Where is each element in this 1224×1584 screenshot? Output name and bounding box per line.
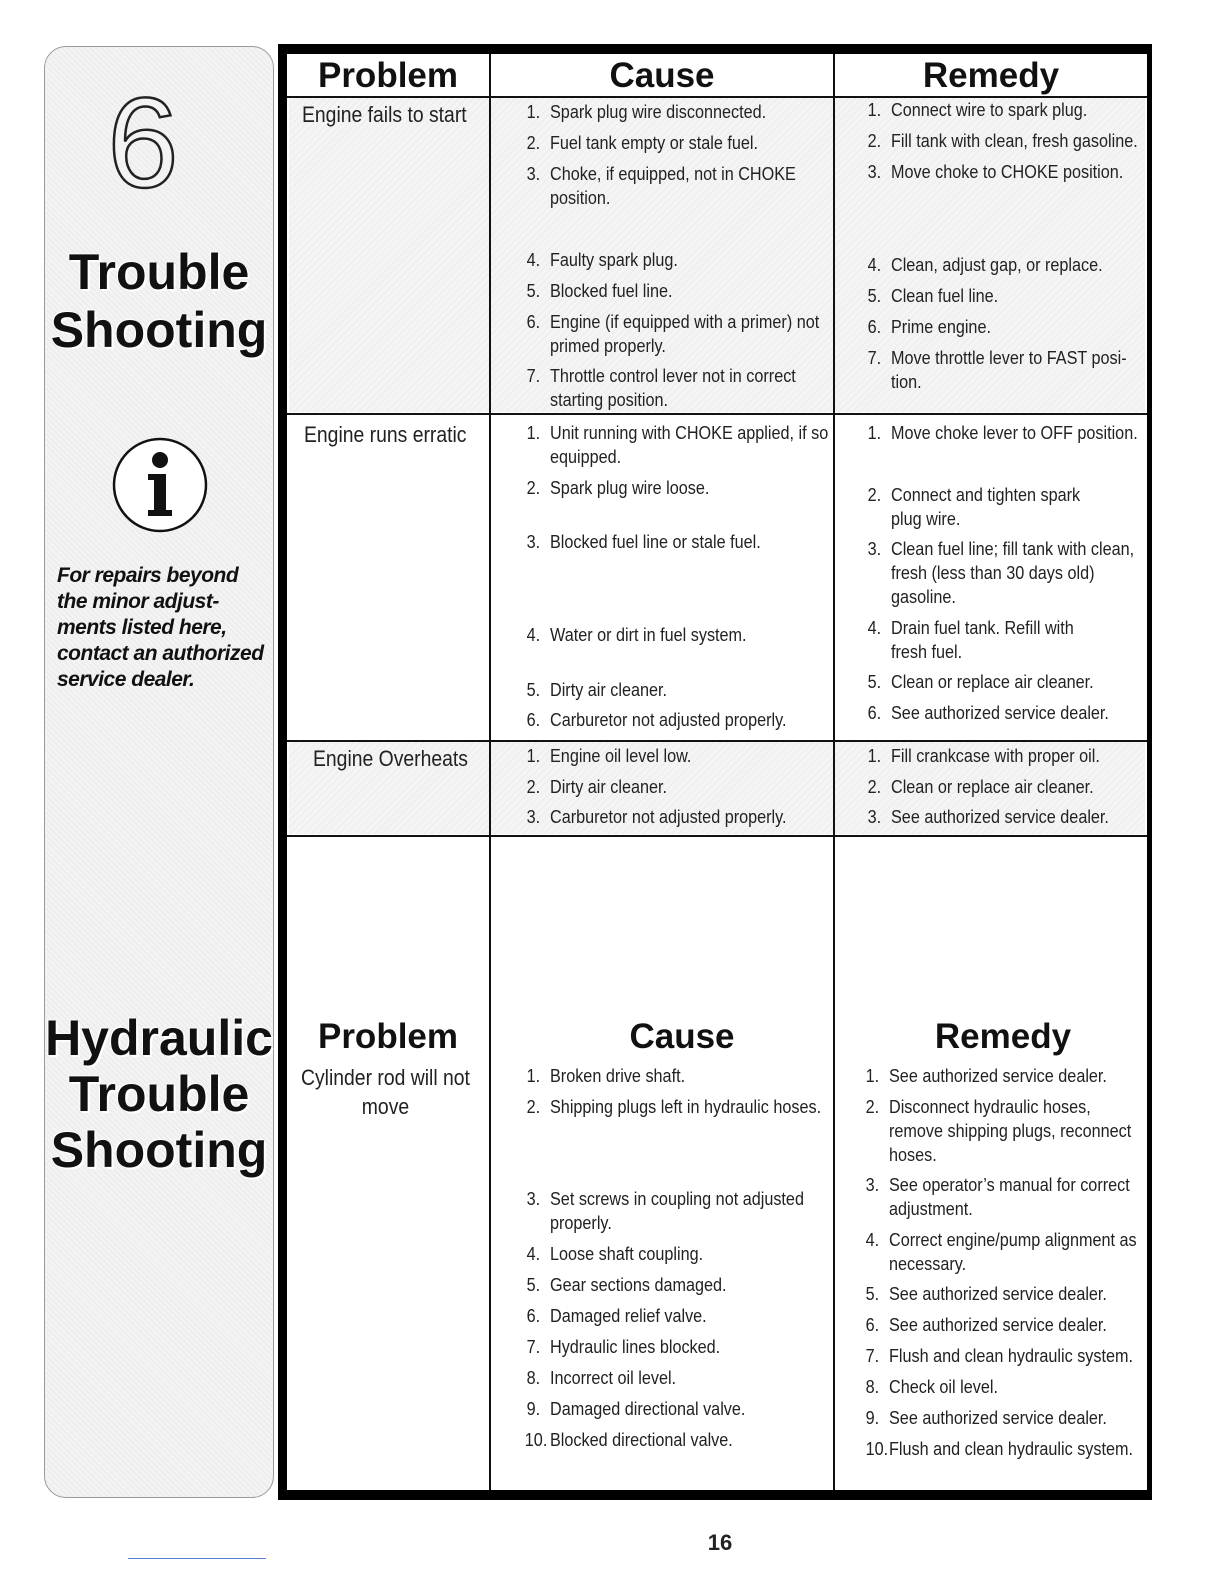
remedy-item: 2. Fill tank with clean, fresh gasoline. xyxy=(867,131,1138,151)
remedy-item: 3. Clean fuel line; fill tank with clean, fresh (less than 30 days old) gasoline. xyxy=(867,539,1135,607)
cause-item: 3. Blocked fuel line or stale fuel. xyxy=(526,532,761,552)
hydraulic-title-line1: Hydraulic xyxy=(45,1010,273,1066)
info-icon xyxy=(111,436,209,534)
cause-item: 4. Loose shaft coupling. xyxy=(526,1244,704,1264)
remedy-item: 7. Move throttle lever to FAST posi- tion. xyxy=(867,348,1127,392)
remedy-item: 6. Prime engine. xyxy=(867,317,991,337)
remedy-item: 4. Clean, adjust gap, or replace. xyxy=(867,255,1103,275)
cause-item: 9. Damaged directional valve. xyxy=(526,1399,746,1419)
remedy-item: 2. Disconnect hydraulic hoses, remove shipping plugs, reconnect hoses. xyxy=(865,1097,1132,1165)
cause-item: 10. Blocked directional valve. xyxy=(524,1430,733,1450)
cause-item: 1. Broken drive shaft. xyxy=(526,1066,686,1086)
remedy-item: 3. See operator’s manual for correct adjustment. xyxy=(865,1175,1130,1219)
remedy-item: 9. See authorized service dealer. xyxy=(865,1408,1107,1428)
remedy-item: 10. Flush and clean hydraulic system. xyxy=(865,1439,1134,1459)
cause-item: 3. Carburetor not adjusted properly. xyxy=(526,807,787,827)
remedy-item: 4. Drain fuel tank. Refill with fresh fuel. xyxy=(867,618,1074,662)
column-divider-1 xyxy=(489,54,491,1490)
cause-item: 7. Hydraulic lines blocked. xyxy=(526,1337,721,1357)
remedy-item: 4. Correct engine/pump alignment as necessary. xyxy=(865,1230,1137,1274)
hydraulic-header-problem: Problem xyxy=(317,1017,459,1056)
problem-cylinder-rod-line1: Cylinder rod will not xyxy=(301,1065,470,1090)
hydraulic-header-remedy: Remedy xyxy=(934,1017,1072,1056)
remedy-item: 2. Connect and tighten spark plug wire. xyxy=(867,485,1081,529)
cause-item: 6. Carburetor not adjusted properly. xyxy=(526,710,787,730)
remedy-item: 5. See authorized service dealer. xyxy=(865,1284,1107,1304)
remedy-item: 6. See authorized service dealer. xyxy=(867,703,1109,723)
cause-item: 8. Incorrect oil level. xyxy=(526,1368,677,1388)
remedy-item: 3. Move choke to CHOKE position. xyxy=(867,162,1124,182)
chapter-number: 6 xyxy=(107,72,179,215)
problem-engine-fails-to-start: Engine fails to start xyxy=(302,102,467,127)
cause-item: 1. Engine oil level low. xyxy=(526,746,692,766)
cause-item: 6. Engine (if equipped with a primer) not primed properly. xyxy=(526,312,820,356)
problem-engine-overheats: Engine Overheats xyxy=(313,746,468,771)
remedy-item: 5. Clean fuel line. xyxy=(867,286,999,306)
remedy-item: 1. Fill crankcase with proper oil. xyxy=(867,746,1100,766)
column-divider-2 xyxy=(833,54,835,1490)
remedy-item: 7. Flush and clean hydraulic system. xyxy=(865,1346,1134,1366)
remedy-item: 1. Connect wire to spark plug. xyxy=(867,100,1088,120)
remedy-item: 8. Check oil level. xyxy=(865,1377,998,1397)
page-number: 16 xyxy=(707,1530,733,1555)
row-divider-2 xyxy=(287,740,1147,742)
cause-item: 3. Choke, if equipped, not in CHOKE position. xyxy=(526,164,796,208)
remedy-item: 2. Clean or replace air cleaner. xyxy=(867,777,1094,797)
cause-item: 2. Spark plug wire loose. xyxy=(526,478,710,498)
header-problem: Problem xyxy=(317,56,459,95)
cause-item: 5. Blocked fuel line. xyxy=(526,281,673,301)
cause-item: 7. Throttle control lever not in correct starting position. xyxy=(526,366,796,410)
remedy-item: 5. Clean or replace air cleaner. xyxy=(867,672,1094,692)
cause-item: 5. Gear sections damaged. xyxy=(526,1275,727,1295)
hydraulic-title-line2: Trouble xyxy=(68,1066,250,1122)
header-cause: Cause xyxy=(609,56,715,95)
section-title-line2: Shooting xyxy=(50,302,268,358)
remedy-item: 3. See authorized service dealer. xyxy=(867,807,1109,827)
cause-item: 2. Shipping plugs left in hydraulic hoses. xyxy=(526,1097,822,1117)
cause-item: 1. Unit running with CHOKE applied, if so equipped. xyxy=(526,423,829,467)
cause-item: 1. Spark plug wire disconnected. xyxy=(526,102,767,122)
problem-engine-runs-erratic: Engine runs erratic xyxy=(304,422,467,447)
service-note: For repairs beyond the minor adjust- ments listed here, contact an authorized service dealer. xyxy=(57,564,264,691)
cause-item: 4. Faulty spark plug. xyxy=(526,250,678,270)
cause-item: 2. Fuel tank empty or stale fuel. xyxy=(526,133,758,153)
cause-item: 4. Water or dirt in fuel system. xyxy=(526,625,747,645)
row-divider-3 xyxy=(287,835,1147,837)
cause-item: 5. Dirty air cleaner. xyxy=(526,680,668,700)
row-divider-1 xyxy=(287,413,1147,415)
cause-item: 3. Set screws in coupling not adjusted properly. xyxy=(526,1189,804,1233)
remedy-item: 6. See authorized service dealer. xyxy=(865,1315,1107,1335)
remedy-item: 1. Move choke lever to OFF position. xyxy=(867,423,1138,443)
header-remedy: Remedy xyxy=(922,56,1060,95)
problem-cylinder-rod-line2: move xyxy=(361,1094,410,1119)
hydraulic-title-line3: Shooting xyxy=(50,1122,268,1178)
section-title-line1: Trouble xyxy=(68,244,250,300)
remedy-item: 1. See authorized service dealer. xyxy=(865,1066,1107,1086)
hydraulic-header-cause: Cause xyxy=(629,1017,735,1056)
cause-item: 6. Damaged relief valve. xyxy=(526,1306,707,1326)
footer-link-line xyxy=(128,1558,266,1559)
cause-item: 2. Dirty air cleaner. xyxy=(526,777,668,797)
